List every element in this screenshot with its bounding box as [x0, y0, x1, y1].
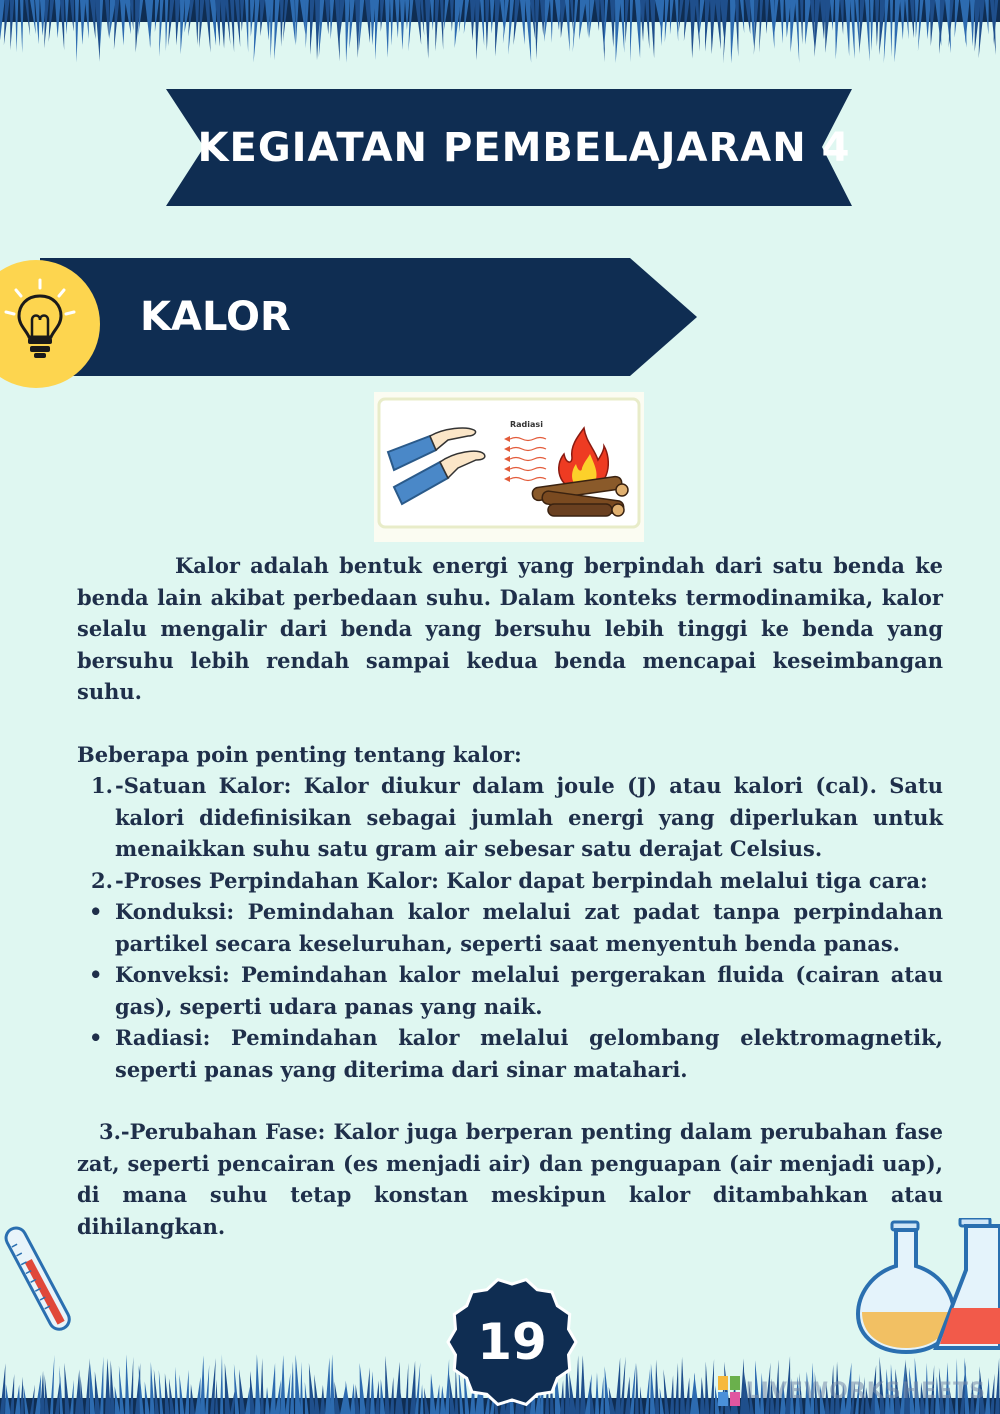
numbered-item	[77, 865, 943, 897]
bullet-item	[77, 896, 943, 959]
paragraph-definition: Kalor adalah bentuk energi yang berpindah dari satu benda ke benda lain akibat perbedaan suhu. Dalam konteks termodinamika, kalor selalu mengalir dari benda yang bersuhu lebih tinggi ke benda yang bersuhu lebih rendah sampai kedua benda mencapai keseimbangan suhu.	[77, 553, 943, 704]
bullet-icon: •	[89, 1025, 103, 1050]
thermometer-icon	[0, 1218, 80, 1348]
points-intro: Beberapa poin penting tentang kalor:	[77, 741, 522, 767]
lightbulb-icon	[0, 258, 102, 390]
liveworksheets-logo-icon	[718, 1376, 740, 1406]
flasks-icon	[852, 1218, 1000, 1358]
numbered-item	[77, 770, 943, 865]
item-text: -Satuan Kalor: Kalor diukur dalam joule (J) atau kalori (cal). Satu kalori didefinisikan sebagai jumlah energi yang diperlukan untuk menaikkan suhu satu gram air sebesar satu derajat Celsius.	[115, 773, 943, 861]
item-text: -Proses Perpindahan Kalor: Kalor dapat berpindah melalui tiga cara:	[115, 867, 928, 893]
watermark-text: LIVEWORKSHEETS	[745, 1378, 986, 1404]
page-title: KEGIATAN PEMBELAJARAN 4	[197, 124, 851, 171]
item-number: 1.	[91, 773, 113, 798]
bullet-item	[77, 1022, 943, 1085]
grass-border-top	[0, 0, 1000, 70]
bullet-text: Radiasi: Pemindahan kalor melalui gelombang elektromagnetik, seperti panas yang diterima dari sinar matahari.	[115, 1025, 943, 1082]
page-number: 19	[477, 1313, 547, 1371]
item-number: 2.	[91, 867, 113, 893]
bullet-icon: •	[89, 962, 103, 987]
bullet-text: Konveksi: Pemindahan kalor melalui pergerakan fluida (cairan atau gas), seperti udara panas yang naik.	[115, 962, 943, 1019]
bullet-icon: •	[89, 899, 103, 924]
section-title: KALOR	[140, 294, 291, 340]
bullet-text: Konduksi: Pemindahan kalor melalui zat padat tanpa perpindahan partikel secara keseluruhan, seperti saat menyentuh benda panas.	[115, 899, 943, 956]
section-banner	[0, 258, 700, 376]
content-body	[77, 550, 943, 1242]
figure-label: Radiasi	[510, 420, 543, 429]
header-banner	[166, 89, 852, 206]
radiation-illustration	[374, 392, 644, 542]
paragraph-phase-change: 3.-Perubahan Fase: Kalor juga berperan penting dalam perubahan fase zat, seperti pencairan (es menjadi air) dan penguapan (air menjadi uap), di mana suhu tetap konstan meskipun kalor ditambahkan atau dihilangkan.	[77, 1119, 943, 1239]
watermark	[718, 1376, 986, 1406]
bullet-item	[77, 959, 943, 1022]
